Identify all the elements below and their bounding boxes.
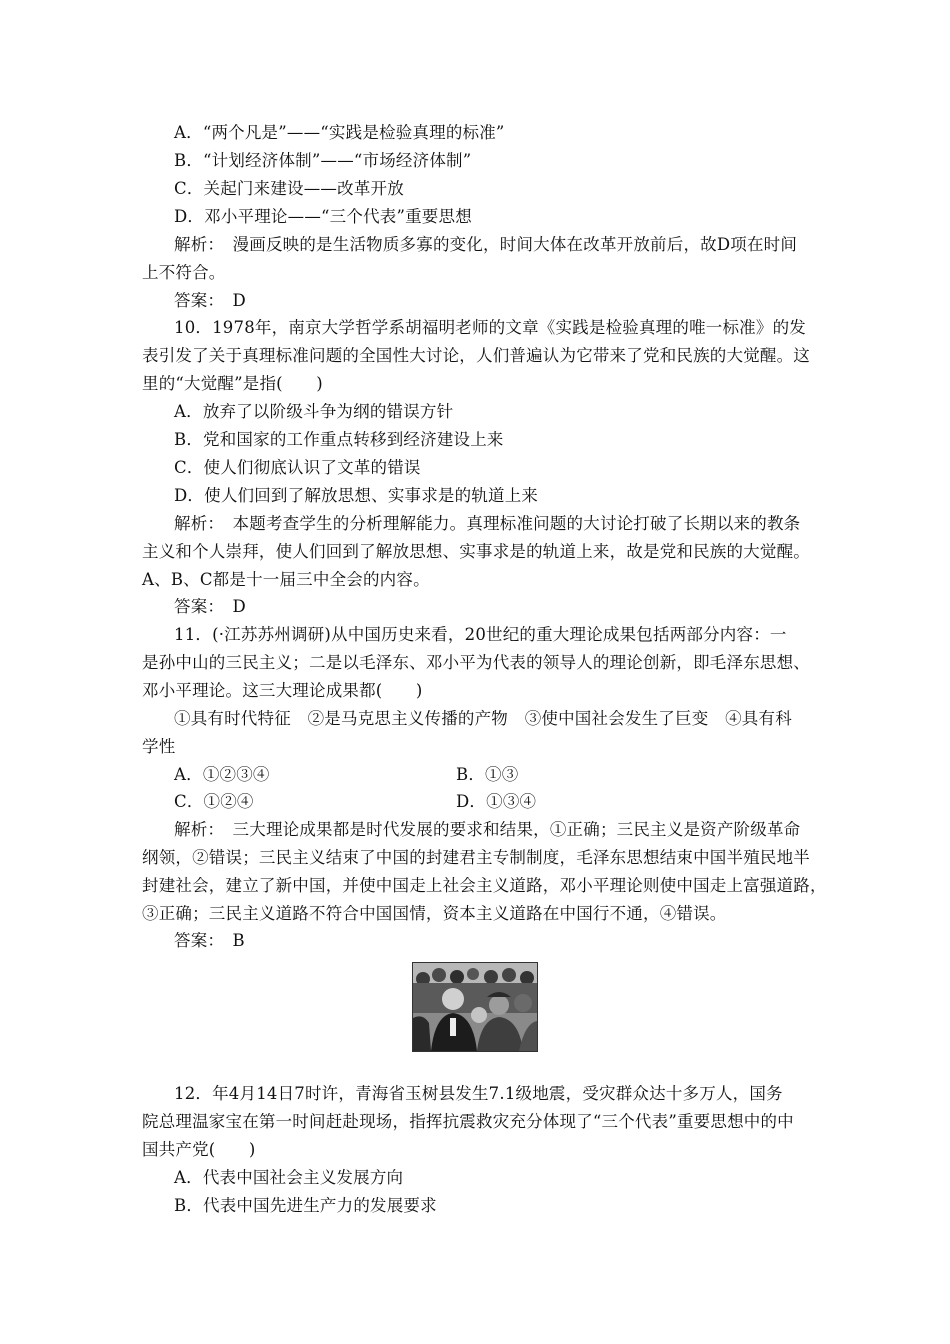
- q11-stem-line2: 是孙中山的三民主义；二是以毛泽东、邓小平为代表的领导人的理论创新，即毛泽东思想、: [142, 653, 810, 672]
- q10-option-d: D．使人们回到了解放思想、实事求是的轨道上来: [174, 486, 539, 505]
- q11-items-line1: ①具有时代特征 ②是马克思主义传播的产物 ③使中国社会发生了巨变 ④具有科: [174, 709, 792, 728]
- q10-answer: 答案： D: [174, 597, 246, 616]
- q11-stem-line1: 11．(·江苏苏州调研)从中国历史来看，20世纪的重大理论成果包括两部分内容：一: [174, 625, 787, 644]
- q12-stem-line1: 12．年4月14日7时许，青海省玉树县发生7.1级地震，受灾群众达十多万人，国务: [174, 1084, 783, 1103]
- q9-option-c: C．关起门来建设——改革开放: [174, 179, 404, 198]
- q9-option-b: B．“计划经济体制”——“市场经济体制”: [174, 151, 472, 170]
- q10-option-c: C．使人们彻底认识了文革的错误: [174, 458, 421, 477]
- q12-stem-line3: 国共产党( ): [142, 1140, 256, 1159]
- q10-stem-line2: 表引发了关于真理标准问题的全国性大讨论，人们普遍认为它带来了党和民族的大觉醒。这: [142, 346, 810, 365]
- q10-option-b: B．党和国家的工作重点转移到经济建设上来: [174, 430, 504, 449]
- q11-option-d: D．①③④: [456, 792, 537, 811]
- q11-options-row1: [174, 765, 846, 785]
- q10-analysis-line2: 主义和个人崇拜，使人们回到了解放思想、实事求是的轨道上来，故是党和民族的大觉醒。: [142, 542, 810, 561]
- q11-analysis-line4: ③正确；三民主义道路不符合中国国情，资本主义道路在中国行不通，④错误。: [142, 904, 727, 923]
- q10-analysis-line3: A、B、C都是十一届三中全会的内容。: [142, 570, 430, 589]
- q10-stem-line3: 里的“大觉醒”是指( ): [142, 374, 323, 393]
- q11-options-row2: [174, 792, 846, 812]
- q12-stem-line2: 院总理温家宝在第一时间赶赴现场，指挥抗震救灾充分体现了“三个代表”重要思想中的中: [142, 1112, 794, 1131]
- q10-stem-line1: 10．1978年，南京大学哲学系胡福明老师的文章《实践是检验真理的唯一标准》的发: [174, 318, 806, 337]
- q9-answer: 答案： D: [174, 291, 246, 310]
- q11-option-a: A．①②③④: [174, 765, 270, 784]
- q9-option-a: A．“两个凡是”——“实践是检验真理的标准”: [174, 123, 505, 142]
- q11-option-c: C．①②④: [174, 792, 254, 811]
- q11-answer: 答案： B: [174, 931, 245, 950]
- q11-stem-line3: 邓小平理论。这三大理论成果都( ): [142, 681, 423, 700]
- q10-option-a: A．放弃了以阶级斗争为纲的错误方针: [174, 402, 454, 421]
- photo-illustration: [413, 963, 537, 1051]
- q11-analysis-line3: 封建社会，建立了新中国，并使中国走上社会主义道路，邓小平理论则使中国走上富强道路，: [142, 876, 827, 895]
- q11-analysis-line1: 解析： 三大理论成果都是时代发展的要求和结果，①正确；三民主义是资产阶级革命: [174, 820, 801, 839]
- q9-analysis-line1: 解析： 漫画反映的是生活物质多寡的变化，时间大体在改革开放前后，故D项在时间: [174, 235, 798, 254]
- q9-analysis-line2: 上不符合。: [142, 263, 226, 282]
- q12-option-b: B．代表中国先进生产力的发展要求: [174, 1196, 437, 1215]
- news-photo: [412, 962, 538, 1052]
- q10-analysis-line1: 解析： 本题考查学生的分析理解能力。真理标准问题的大讨论打破了长期以来的教条: [174, 514, 801, 533]
- q9-option-d: D．邓小平理论——“三个代表”重要思想: [174, 207, 472, 226]
- q11-analysis-line2: 纲领，②错误；三民主义结束了中国的封建君主专制制度，毛泽东思想结束中国半殖民地半: [142, 848, 810, 867]
- q11-option-b: B．①③: [456, 765, 519, 784]
- q11-items-line2: 学性: [142, 737, 176, 756]
- q12-option-a: A．代表中国社会主义发展方向: [174, 1168, 404, 1187]
